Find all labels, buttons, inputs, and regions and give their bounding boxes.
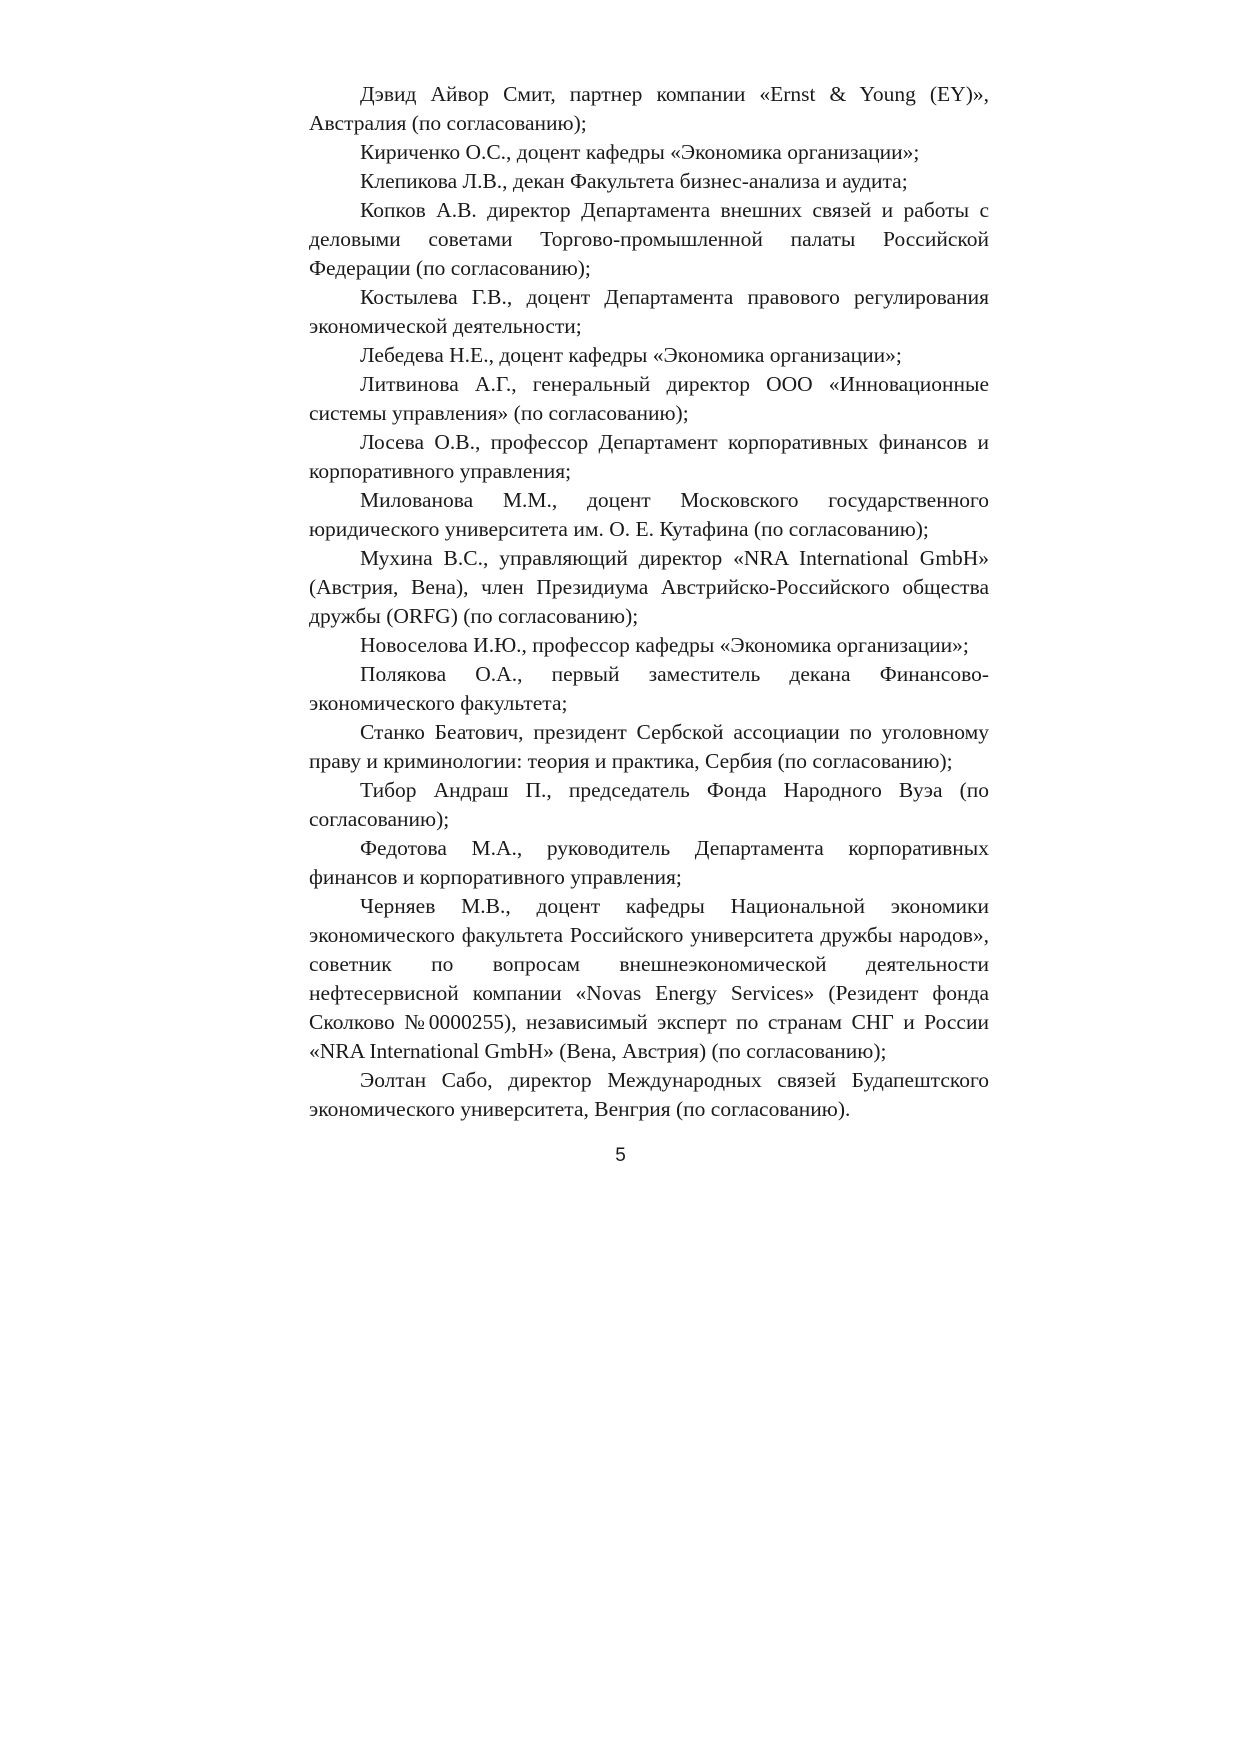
member-entry: Мухина В.С., управляющий директор «NRA International GmbH» (Австрия, Вена), член Президиума Австрийско-Российского общества дружбы (ORFG) (по согласованию);	[309, 546, 989, 628]
member-entry: Станко Беатович, президент Сербской ассоциации по уголовному праву и криминологии: теория и практика, Сербия (по согласованию);	[309, 720, 989, 773]
member-entry: Дэвид Айвор Смит, партнер компании «Ernst & Young (EY)», Австралия (по согласованию);	[309, 82, 989, 135]
page-number: 5	[615, 1145, 626, 1166]
member-list	[309, 80, 989, 1124]
member-entry: Тибор Андраш П., председатель Фонда Народного Вуэа (по согласованию);	[309, 778, 989, 831]
member-entry: Кириченко О.С., доцент кафедры «Экономика организации»;	[360, 140, 920, 164]
member-entry: Костылева Г.В., доцент Департамента правового регулирования экономической деятельности;	[309, 285, 989, 338]
member-entry: Лебедева Н.Е., доцент кафедры «Экономика организации»;	[360, 343, 902, 367]
member-entry: Лосева О.В., профессор Департамент корпоративных финансов и корпоративного управления;	[309, 430, 989, 483]
member-entry: Милованова М.М., доцент Московского государственного юридического университета им. О. Е. Кутафина (по согласованию);	[309, 488, 989, 541]
member-entry: Новоселова И.Ю., профессор кафедры «Экономика организации»;	[360, 633, 969, 657]
member-entry: Черняев М.В., доцент кафедры Национальной экономики экономического факультета Российского университета дружбы народов», советник по вопросам внешнеэкономической деятельности нефтесервисной компании «Novas Energy Services» (Резидент фонда Сколково №0000255), независимый эксперт по странам СНГ и России «NRA International GmbH» (Вена, Австрия) (по согласованию);	[309, 894, 989, 1063]
member-entry: Литвинова А.Г., генеральный директор ООО «Инновационные системы управления» (по согласованию);	[309, 372, 989, 425]
member-entry: Федотова М.А., руководитель Департамента корпоративных финансов и корпоративного управления;	[309, 836, 989, 889]
member-entry: Полякова О.А., первый заместитель декана Финансово-экономического факультета;	[309, 662, 989, 715]
member-entry: Эолтан Сабо, директор Международных связей Будапештского экономического университета, Венгрия (по согласованию).	[309, 1068, 989, 1121]
member-entry: Клепикова Л.В., декан Факультета бизнес-анализа и аудита;	[360, 169, 908, 193]
member-entry: Копков А.В. директор Департамента внешних связей и работы с деловыми советами Торгово-промышленной палаты Российской Федерации (по согласованию);	[309, 198, 989, 280]
